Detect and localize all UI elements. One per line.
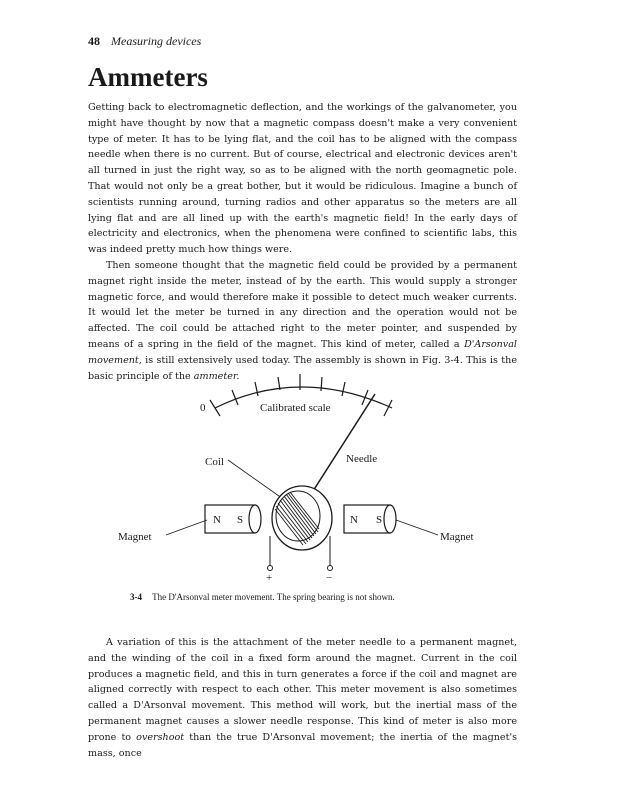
right-magnet-n: N <box>350 514 358 526</box>
p2-text-b: is still extensively used today. The assembly is shown in Fig. 3-4. This is the basic principle of the <box>88 354 517 382</box>
coil-label: Coil <box>205 456 224 468</box>
term-overshoot: overshoot <box>136 731 185 743</box>
p3-text-b: than the true D'Arsonval movement; the inertia of the magnet's mass, once <box>88 731 518 759</box>
needle-label: Needle <box>346 453 378 465</box>
body-block-1 <box>88 100 517 384</box>
page-number: 48 <box>88 34 100 48</box>
darsonval-diagram <box>110 368 510 583</box>
terminal-minus-dot <box>328 566 333 571</box>
figure-darsonval <box>110 368 510 587</box>
terminal-plus-dot <box>268 566 273 571</box>
right-magnet-end <box>384 505 396 533</box>
paragraph-2 <box>88 258 517 384</box>
paragraph-1: Getting back to electromagnetic deflection, and the workings of the galvanometer, you might have thought by now that a magnetic compass doesn't make a very convenient type of meter. It has to be lying flat, and the coil has to be aligned with the compass needle when there is no current. But of course, electrical and electronic devices aren't all turned in just the right way, so as to be aligned with the north geomagnetic pole. That would not only be a great bother, but it would be ridiculous. Imagine a bunch of scientists running around, turning radios and other apparatus so the meters are all lying flat and are all lined up with the earth's magnetic field! In the early days of electricity and electronics, when the phenomena were confined to scientific labs, this was indeed pretty much how things were. <box>88 102 517 256</box>
coil-leader <box>228 460 286 501</box>
left-magnet-end <box>249 505 261 533</box>
terminal-minus: − <box>326 572 333 583</box>
magnet-left-leader <box>166 520 207 535</box>
running-head <box>88 34 201 49</box>
caption-number: 3-4 <box>130 592 142 602</box>
term-darsonval: D'Arsonval movement, <box>88 338 517 366</box>
magnet-right-label: Magnet <box>440 531 474 543</box>
magnet-right-leader <box>396 520 438 535</box>
caption-text: The D'Arsonval meter movement. The spring bearing is not shown. <box>152 592 395 602</box>
heading-ammeters: Ammeters <box>88 62 208 92</box>
p3-text-a: A variation of this is the attachment of the meter needle to a permanent magnet, and the winding of the coil in a fixed form around the magnet. Current in the coil produces a magnetic field, and this in turn generates a force if the coil and magnet are aligned correctly with respect to each other. This meter movement is also sometimes called a D'Arsonval movement. This method will work, but the inertial mass of the permanent magnet causes a slower needle response. This kind of meter is also more prone to <box>88 637 517 743</box>
body-block-2 <box>88 635 517 761</box>
p2-text-a: Then someone thought that the magnetic field could be provided by a permanent magnet right inside the meter, instead of by the earth. This would supply a stronger magnetic force, and would therefore make it possible to detect much weaker currents. It would let the meter be turned in any direction and the operation would not be affected. The coil could be attached right to the meter pointer, and suspended by means of a spring in the field of the magnet. This kind of meter, called a <box>88 259 517 350</box>
magnet-left-label: Magnet <box>118 531 152 543</box>
figure-caption <box>130 592 395 602</box>
terminal-plus: + <box>266 572 273 583</box>
left-magnet-s: S <box>237 514 244 526</box>
term-ammeter: ammeter. <box>193 370 240 382</box>
right-magnet-s: S <box>376 514 383 526</box>
left-magnet-n: N <box>213 514 221 526</box>
scale-zero: 0 <box>200 402 206 414</box>
scale-label: Calibrated scale <box>260 402 331 414</box>
section-title: Measuring devices <box>111 34 202 48</box>
paragraph-3 <box>88 635 517 761</box>
